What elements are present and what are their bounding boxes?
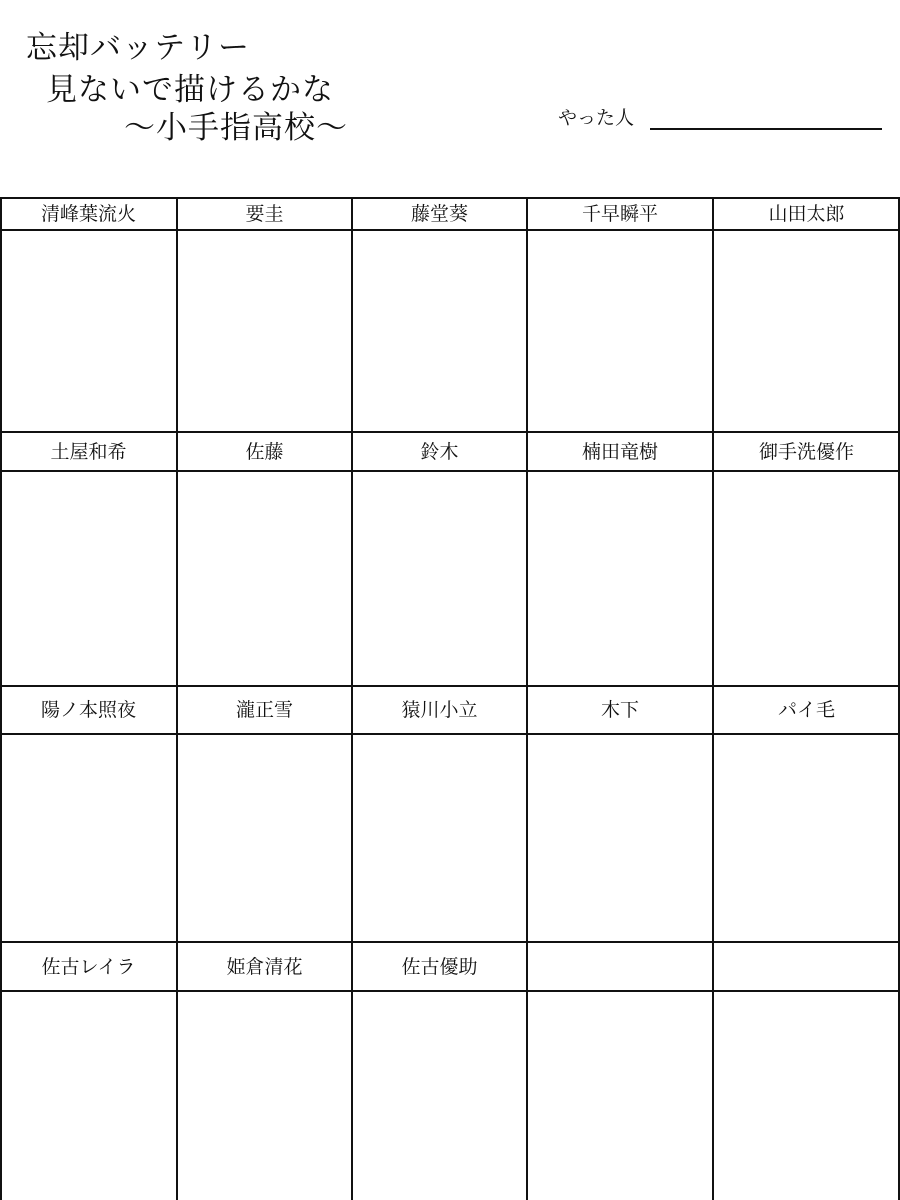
drawing-cell[interactable] (528, 472, 712, 685)
character-name-label: 瀧正雪 (235, 699, 294, 721)
character-name-label: 佐古優助 (401, 956, 478, 978)
drawing-cell[interactable] (178, 472, 351, 685)
drawing-cell[interactable] (178, 735, 351, 941)
title-line-1: 忘却バッテリー (26, 30, 250, 66)
character-name-label: 鈴木 (420, 441, 459, 463)
character-name-label: 要圭 (245, 203, 284, 225)
drawing-cell[interactable] (714, 992, 899, 1199)
drawing-cell[interactable] (178, 992, 351, 1199)
drawing-cell[interactable] (1, 472, 176, 685)
character-name-label: 清峰葉流火 (40, 203, 137, 225)
character-name-label: 猿川小立 (401, 699, 478, 721)
drawing-cell[interactable] (1, 735, 176, 941)
character-name-label: 御手洗優作 (758, 441, 855, 463)
drawing-cell[interactable] (353, 992, 526, 1199)
grid-hline (0, 685, 900, 687)
doer-label: やった人 (558, 107, 635, 129)
character-name-label: 陽ノ本照夜 (40, 699, 137, 721)
drawing-cell[interactable] (528, 992, 712, 1199)
drawing-cell[interactable] (353, 231, 526, 431)
grid-hline (0, 941, 900, 943)
character-name-label: パイ毛 (777, 699, 836, 721)
drawing-cell[interactable] (1, 231, 176, 431)
character-name-label: 千早瞬平 (581, 203, 659, 225)
drawing-cell[interactable] (714, 472, 899, 685)
character-name-label: 木下 (600, 699, 640, 721)
drawing-cell[interactable] (353, 472, 526, 685)
title-line-3: 〜小手指高校〜 (124, 110, 348, 146)
character-name-label: 藤堂葵 (410, 203, 469, 225)
grid-hline (0, 431, 900, 433)
drawing-cell[interactable] (178, 231, 351, 431)
drawing-cell[interactable] (528, 231, 712, 431)
character-name-label: 楠田竜樹 (581, 441, 659, 463)
drawing-cell[interactable] (714, 735, 899, 941)
drawing-cell[interactable] (528, 735, 712, 941)
character-name-label: 土屋和希 (50, 441, 127, 463)
title-line-2: 見ないで描けるかな (46, 72, 334, 108)
grid-hline (0, 197, 900, 199)
character-name-label: 佐古レイラ (41, 956, 136, 978)
character-name-label: 姫倉清花 (226, 956, 303, 978)
drawing-cell[interactable] (1, 992, 176, 1199)
drawing-cell[interactable] (714, 231, 899, 431)
character-name-label: 佐藤 (245, 441, 284, 463)
character-name-label: 山田太郎 (768, 203, 845, 225)
drawing-cell[interactable] (353, 735, 526, 941)
